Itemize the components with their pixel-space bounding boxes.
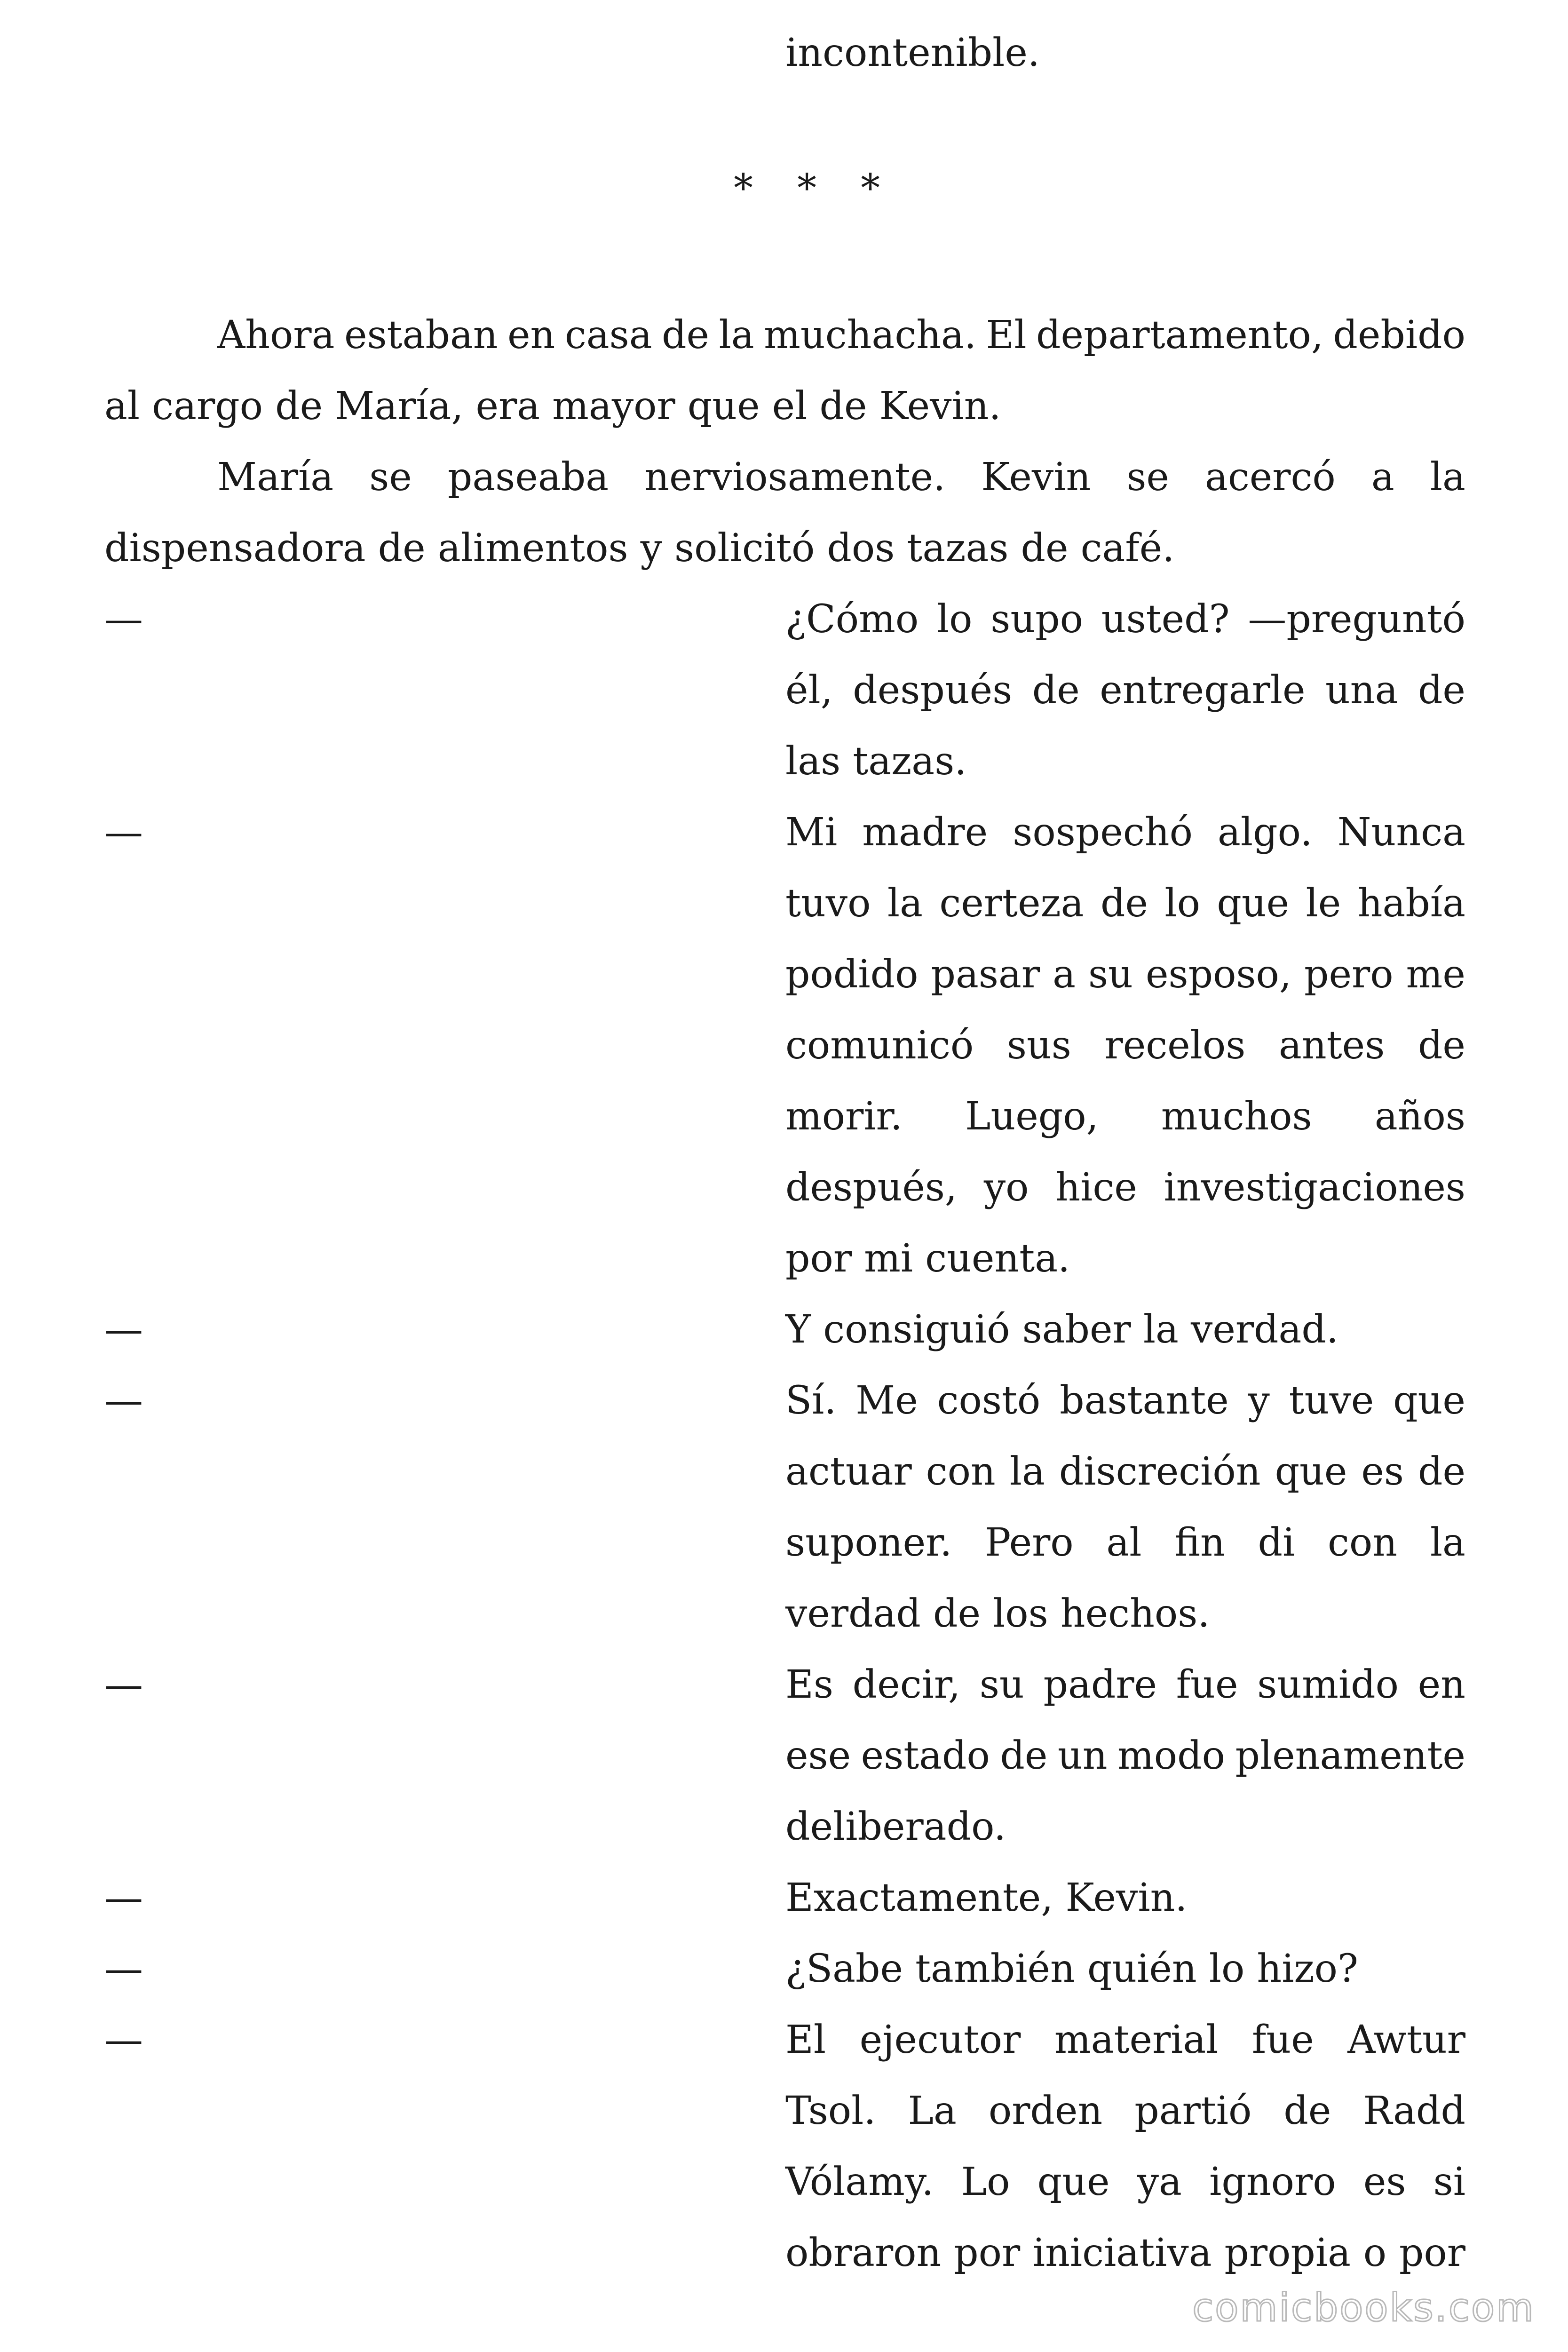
word: por [954, 2231, 1021, 2275]
top-fragment: incontenible. [785, 31, 1040, 75]
word: a [1371, 455, 1394, 500]
dialogue-line [785, 1165, 1465, 1210]
word: que [1393, 1378, 1465, 1423]
word: padre [1043, 1662, 1157, 1707]
word: antes [1279, 1023, 1385, 1068]
word: propia [1224, 2231, 1351, 2275]
word: iniciativa [1032, 2231, 1212, 2275]
word: Radd [1363, 2089, 1465, 2133]
dialogue-dash: — [104, 810, 143, 855]
word: di [1258, 1520, 1295, 1565]
word: es [1363, 2160, 1406, 2204]
dialogue-line: Exactamente, Kevin. [785, 1875, 1188, 1920]
word: La [908, 2089, 957, 2133]
dialogue-dash: — [104, 2018, 143, 2062]
word: que [1275, 1449, 1347, 1494]
word: algo. [1218, 810, 1313, 855]
word: estaban [344, 313, 498, 358]
dialogue-line: deliberado. [785, 1804, 1006, 1849]
word: —preguntó [1248, 597, 1465, 642]
word: paseaba [447, 455, 609, 500]
word: orden [988, 2089, 1103, 2133]
narrative-line: dispensadora de alimentos y solicitó dos tazas de café. [104, 526, 1175, 571]
dialogue-line: Y consiguió saber la verdad. [785, 1307, 1338, 1352]
watermark-logo: comicbooks.com [1192, 2286, 1535, 2330]
dialogue-line [785, 1378, 1465, 1423]
word: tuvo [785, 881, 871, 926]
scene-separator: * * * [734, 166, 896, 211]
word: su [979, 1662, 1024, 1707]
word: ignoro [1209, 2160, 1336, 2204]
word: pasar [931, 952, 1040, 997]
dialogue-line [785, 668, 1465, 713]
word: con [1327, 1520, 1398, 1565]
word: fue [1252, 2018, 1314, 2062]
word: costó [937, 1378, 1041, 1423]
word: o [1363, 2231, 1387, 2275]
word: Pero [985, 1520, 1074, 1565]
word: de [1283, 2089, 1331, 2133]
word: Luego, [965, 1094, 1099, 1139]
word: nerviosamente. [644, 455, 946, 500]
word: hice [1055, 1165, 1137, 1210]
word: El [785, 2018, 826, 2062]
word: de [1032, 668, 1080, 713]
word: yo [983, 1165, 1029, 1210]
word: de [1000, 1733, 1048, 1778]
word: en [1418, 1662, 1465, 1707]
word: después, [785, 1165, 958, 1210]
word: que [1037, 2160, 1110, 2204]
word: obraron [785, 2231, 942, 2275]
word: plenamente [1235, 1733, 1465, 1778]
word: se [369, 455, 412, 500]
word: un [1057, 1733, 1108, 1778]
word: y [1248, 1378, 1270, 1423]
word: con [926, 1449, 996, 1494]
word: Tsol. [785, 2089, 876, 2133]
word: lo [936, 597, 973, 642]
dialogue-line: verdad de los hechos. [785, 1591, 1210, 1636]
word: se [1126, 455, 1169, 500]
word: sumido [1257, 1662, 1399, 1707]
dialogue-line [785, 597, 1465, 642]
dialogue-line [785, 952, 1465, 997]
narrative-line: al cargo de María, era mayor que el de Kevin. [104, 384, 1001, 429]
word: la [1430, 455, 1465, 500]
word: Lo [961, 2160, 1010, 2204]
word: sospechó [1013, 810, 1193, 855]
word: me [1406, 952, 1465, 997]
word: había [1357, 881, 1465, 926]
word: una [1325, 668, 1398, 713]
word: años [1374, 1094, 1465, 1139]
word: Mi [785, 810, 838, 855]
narrative-line [217, 313, 1465, 358]
word: casa [564, 313, 652, 358]
word: Awtur [1347, 2018, 1465, 2062]
word: muchacha. [764, 313, 977, 358]
dialogue-line [785, 2018, 1465, 2062]
word: Me [855, 1378, 918, 1423]
word: supo [990, 597, 1084, 642]
word: lo [1164, 881, 1200, 926]
word: de [662, 313, 710, 358]
word: pero [1304, 952, 1394, 997]
word: certeza [939, 881, 1084, 926]
word: fin [1174, 1520, 1225, 1565]
word: Nunca [1337, 810, 1465, 855]
word: podido [785, 952, 919, 997]
word: tuve [1289, 1378, 1374, 1423]
word: a [1053, 952, 1076, 997]
word: Sí. [785, 1378, 837, 1423]
word: Kevin [981, 455, 1091, 500]
word: muchos [1161, 1094, 1312, 1139]
dialogue-line [785, 1023, 1465, 1068]
dialogue-dash: — [104, 1378, 143, 1423]
word: al [1106, 1520, 1142, 1565]
dialogue-dash: — [104, 1662, 143, 1707]
word: ejecutor [859, 2018, 1021, 2062]
word: bastante [1060, 1378, 1229, 1423]
dialogue-line [785, 2231, 1465, 2275]
word: la [719, 313, 754, 358]
word: de [1418, 1449, 1465, 1494]
word: modo [1117, 1733, 1225, 1778]
word: entregarle [1100, 668, 1306, 713]
dialogue-line [785, 1094, 1465, 1139]
word: discreción [1059, 1449, 1261, 1494]
word: comunicó [785, 1023, 974, 1068]
word: Vólamy. [785, 2160, 934, 2204]
narrative-line [217, 455, 1465, 500]
word: de [1100, 881, 1148, 926]
word: ¿Cómo [785, 597, 919, 642]
word: madre [862, 810, 988, 855]
word: sus [1006, 1023, 1071, 1068]
word: María [217, 455, 334, 500]
word: suponer. [785, 1520, 952, 1565]
word: debido [1333, 313, 1465, 358]
dialogue-line: ¿Sabe también quién lo hizo? [785, 1947, 1358, 1991]
word: después [853, 668, 1013, 713]
dialogue-line [785, 1449, 1465, 1494]
word: de [1418, 1023, 1465, 1068]
word: por [1399, 2231, 1465, 2275]
word: la [1009, 1449, 1045, 1494]
dialogue-dash: — [104, 1875, 143, 1920]
dialogue-dash: — [104, 597, 143, 642]
word: investigaciones [1164, 1165, 1465, 1210]
word: actuar [785, 1449, 912, 1494]
word: recelos [1104, 1023, 1246, 1068]
word: en [507, 313, 555, 358]
word: usted? [1101, 597, 1230, 642]
word: acercó [1204, 455, 1336, 500]
word: él, [785, 668, 833, 713]
word: esposo, [1145, 952, 1291, 997]
dialogue-line [785, 2089, 1465, 2133]
word: de [1418, 668, 1465, 713]
word: la [1430, 1520, 1465, 1565]
word: fue [1176, 1662, 1238, 1707]
word: departamento, [1036, 313, 1323, 358]
dialogue-line [785, 1662, 1465, 1707]
word: decir, [852, 1662, 961, 1707]
word: material [1054, 2018, 1219, 2062]
word: estado [861, 1733, 990, 1778]
dialogue-line: las tazas. [785, 739, 967, 784]
dialogue-line: por mi cuenta. [785, 1236, 1070, 1281]
dialogue-line [785, 810, 1465, 855]
word: ese [785, 1733, 851, 1778]
word: le [1306, 881, 1341, 926]
word: partió [1134, 2089, 1252, 2133]
word: Es [785, 1662, 833, 1707]
word: Ahora [217, 313, 335, 358]
word: que [1217, 881, 1290, 926]
dialogue-line [785, 1520, 1465, 1565]
word: su [1088, 952, 1133, 997]
word: la [887, 881, 923, 926]
dialogue-line [785, 881, 1465, 926]
word: morir. [785, 1094, 903, 1139]
dialogue-line [785, 2160, 1465, 2204]
word: El [986, 313, 1027, 358]
word: si [1433, 2160, 1465, 2204]
dialogue-dash: — [104, 1307, 143, 1352]
word: ya [1137, 2160, 1182, 2204]
word: es [1361, 1449, 1404, 1494]
dialogue-line [785, 1733, 1465, 1778]
dialogue-dash: — [104, 1947, 143, 1991]
